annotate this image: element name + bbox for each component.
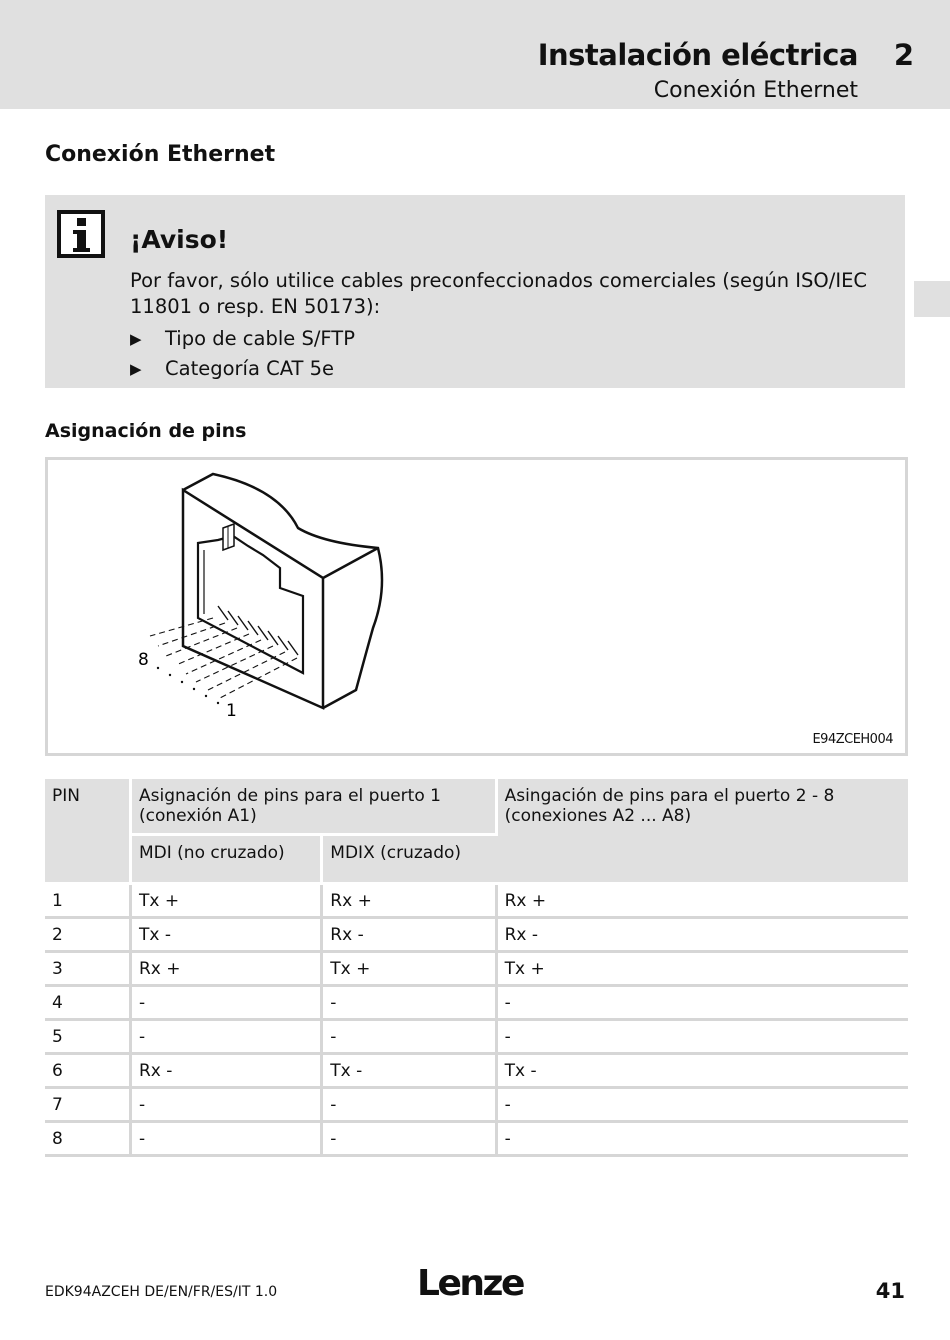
column-header-port1: Asignación de pins para el puerto 1 (conexión A1) — [132, 779, 498, 836]
notice-title: ¡Aviso! — [130, 225, 229, 254]
mdix-cell: - — [323, 1123, 497, 1157]
rj45-socket-figure — [45, 457, 908, 756]
pin-cell: 5 — [45, 1021, 132, 1055]
column-header-mdix: MDIX (cruzado) — [323, 836, 497, 885]
info-icon — [57, 210, 105, 258]
notice-text: Por favor, sólo utilice cables preconfeccionados comerciales (según ISO/IEC 11801 o resp. EN 50173): — [130, 269, 868, 318]
figure-code: E94ZCEH004 — [812, 732, 893, 747]
table-row — [45, 953, 908, 987]
table-row — [45, 1021, 908, 1055]
port2-8-cell: - — [498, 1089, 908, 1123]
mdi-cell: Tx - — [132, 919, 323, 953]
table-row — [45, 1089, 908, 1123]
mdi-cell: Rx + — [132, 953, 323, 987]
chapter-tab-marker — [914, 281, 950, 317]
table-row — [45, 1123, 908, 1157]
mdi-cell: - — [132, 1089, 323, 1123]
mdix-cell: Rx - — [323, 919, 497, 953]
pin-label-8: 8 — [138, 650, 149, 670]
pin-label-1: 1 — [226, 701, 237, 718]
pin-cell: 1 — [45, 885, 132, 919]
notice-list — [130, 324, 355, 384]
mdix-cell: - — [323, 1021, 497, 1055]
table-row — [45, 919, 908, 953]
subsection-title: Asignación de pins — [45, 420, 247, 442]
pin-cell: 7 — [45, 1089, 132, 1123]
notice-box — [45, 195, 905, 388]
bullet-triangle-icon: ▶ — [130, 360, 142, 378]
mdi-cell: Rx - — [132, 1055, 323, 1089]
column-header-port2-8: Asingación de pins para el puerto 2 - 8 (conexiones A2 ... A8) — [498, 779, 908, 885]
pin-cell: 4 — [45, 987, 132, 1021]
mdix-cell: Rx + — [323, 885, 497, 919]
page-number: 41 — [875, 1279, 905, 1303]
port2-8-cell: - — [498, 1123, 908, 1157]
mdi-cell: - — [132, 1123, 323, 1157]
bullet-triangle-icon: ▶ — [130, 330, 142, 348]
table-row — [45, 885, 908, 919]
port2-8-cell: Tx + — [498, 953, 908, 987]
column-header-mdi: MDI (no cruzado) — [132, 836, 323, 885]
mdix-cell: Tx + — [323, 953, 497, 987]
pin-cell: 3 — [45, 953, 132, 987]
column-header-pin: PIN — [45, 779, 132, 885]
port2-8-cell: - — [498, 1021, 908, 1055]
table-row — [45, 1055, 908, 1089]
mdix-cell: Tx - — [323, 1055, 497, 1089]
port2-8-cell: Rx - — [498, 919, 908, 953]
chapter-title: Instalación eléctrica — [537, 38, 858, 72]
pin-cell: 6 — [45, 1055, 132, 1089]
rj45-socket-drawing — [128, 468, 408, 718]
port2-8-cell: Tx - — [498, 1055, 908, 1089]
lenze-logo: Lenze — [417, 1263, 523, 1304]
section-title: Conexión Ethernet — [45, 142, 276, 167]
mdix-cell: - — [323, 987, 497, 1021]
pin-cell: 2 — [45, 919, 132, 953]
mdi-cell: - — [132, 987, 323, 1021]
port2-8-cell: - — [498, 987, 908, 1021]
mdi-cell: Tx + — [132, 885, 323, 919]
chapter-subtitle: Conexión Ethernet — [653, 78, 858, 103]
mdi-cell: - — [132, 1021, 323, 1055]
list-item: ▶ Tipo de cable S/FTP — [130, 324, 355, 354]
pin-cell: 8 — [45, 1123, 132, 1157]
list-item: ▶ Categoría CAT 5e — [130, 354, 355, 384]
table-row — [45, 987, 908, 1021]
pin-assignment-table — [45, 779, 908, 1157]
chapter-number: 2 — [893, 38, 914, 72]
mdix-cell: - — [323, 1089, 497, 1123]
document-id: EDK94AZCEH DE/EN/FR/ES/IT 1.0 — [45, 1284, 278, 1300]
port2-8-cell: Rx + — [498, 885, 908, 919]
